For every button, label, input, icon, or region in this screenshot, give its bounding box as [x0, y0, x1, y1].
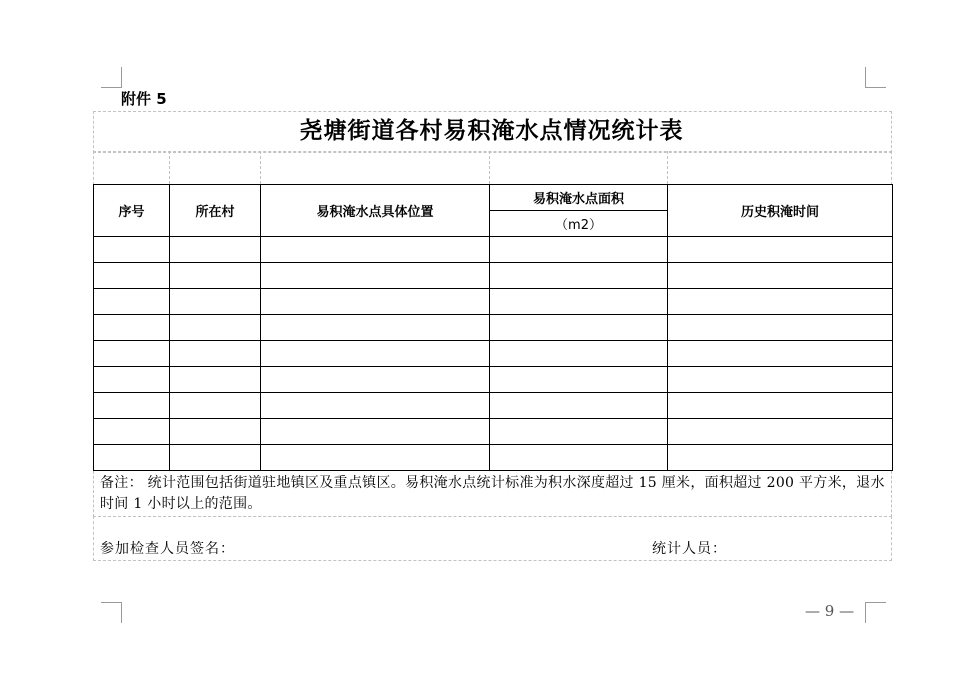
- header-village: 所在村: [170, 185, 261, 237]
- header-area: 易积淹水点面积: [490, 185, 668, 211]
- table-cell[interactable]: [170, 263, 261, 289]
- crop-mark-bottom-right: [865, 602, 886, 623]
- table-cell[interactable]: [668, 341, 893, 367]
- header-area-unit: （m2）: [490, 211, 668, 237]
- table-header-row: [94, 185, 893, 211]
- statistician-signature-label: 统计人员：: [652, 541, 727, 557]
- table-cell[interactable]: [668, 419, 893, 445]
- table-cell[interactable]: [668, 237, 893, 263]
- table-cell[interactable]: [490, 263, 668, 289]
- table-cell[interactable]: [490, 367, 668, 393]
- table-row: [94, 393, 893, 419]
- table-cell[interactable]: [170, 367, 261, 393]
- table-cell[interactable]: [668, 289, 893, 315]
- table-cell[interactable]: [170, 237, 261, 263]
- table-row: [94, 263, 893, 289]
- header-location: 易积淹水点具体位置: [261, 185, 490, 237]
- table-cell[interactable]: [261, 419, 490, 445]
- table-cell[interactable]: [94, 419, 170, 445]
- table-row: [94, 445, 893, 471]
- table-cell[interactable]: [261, 341, 490, 367]
- blank-row-divider: [489, 151, 490, 184]
- table-cell[interactable]: [490, 393, 668, 419]
- crop-mark-top-right: [865, 67, 886, 88]
- table-cell[interactable]: [261, 289, 490, 315]
- header-history: 历史积淹时间: [668, 185, 893, 237]
- table-cell[interactable]: [668, 263, 893, 289]
- table-row: [94, 289, 893, 315]
- blank-row-divider: [667, 151, 668, 184]
- table-row: [94, 237, 893, 263]
- crop-mark-top-left: [101, 67, 122, 88]
- table-cell[interactable]: [94, 237, 170, 263]
- table-cell[interactable]: [261, 367, 490, 393]
- table-cell[interactable]: [261, 445, 490, 471]
- table-cell[interactable]: [261, 393, 490, 419]
- table-cell[interactable]: [170, 445, 261, 471]
- table-cell[interactable]: [668, 367, 893, 393]
- table-cell[interactable]: [170, 315, 261, 341]
- table-cell[interactable]: [170, 289, 261, 315]
- table-cell[interactable]: [668, 393, 893, 419]
- table-cell[interactable]: [490, 419, 668, 445]
- table-cell[interactable]: [170, 419, 261, 445]
- table-cell[interactable]: [261, 237, 490, 263]
- table-cell[interactable]: [94, 341, 170, 367]
- table-cell[interactable]: [668, 315, 893, 341]
- page-number: — 9 —: [805, 602, 855, 620]
- table-cell[interactable]: [94, 315, 170, 341]
- table-cell[interactable]: [490, 237, 668, 263]
- page-title: 尧塘街道各村易积淹水点情况统计表: [299, 117, 684, 144]
- table-cell[interactable]: [261, 263, 490, 289]
- inspectors-signature-label: 参加检查人员签名：: [100, 541, 235, 557]
- table-cell[interactable]: [170, 393, 261, 419]
- table-cell[interactable]: [170, 341, 261, 367]
- blank-row-divider: [260, 151, 261, 184]
- table-cell[interactable]: [94, 263, 170, 289]
- blank-row-divider: [169, 151, 170, 184]
- table-cell[interactable]: [261, 315, 490, 341]
- table-row: [94, 341, 893, 367]
- table-row: [94, 367, 893, 393]
- table-cell[interactable]: [94, 289, 170, 315]
- table-cell[interactable]: [94, 393, 170, 419]
- table-cell[interactable]: [94, 445, 170, 471]
- statistics-table: [93, 184, 893, 471]
- header-seq: 序号: [94, 185, 170, 237]
- table-row: [94, 419, 893, 445]
- table-cell[interactable]: [490, 289, 668, 315]
- table-cell[interactable]: [94, 367, 170, 393]
- table-cell[interactable]: [490, 341, 668, 367]
- attachment-label: 附件 5: [121, 90, 167, 108]
- table-cell[interactable]: [490, 445, 668, 471]
- table-cell[interactable]: [490, 315, 668, 341]
- note-text: 备注： 统计范围包括街道驻地镇区及重点镇区。易积淹水点统计标准为积水深度超过 15 厘米，面积超过 200 平方米，退水时间 1 小时以上的范围。: [100, 475, 885, 512]
- table-cell[interactable]: [668, 445, 893, 471]
- table-row: [94, 315, 893, 341]
- crop-mark-bottom-left: [101, 602, 122, 623]
- blank-row: [93, 151, 892, 185]
